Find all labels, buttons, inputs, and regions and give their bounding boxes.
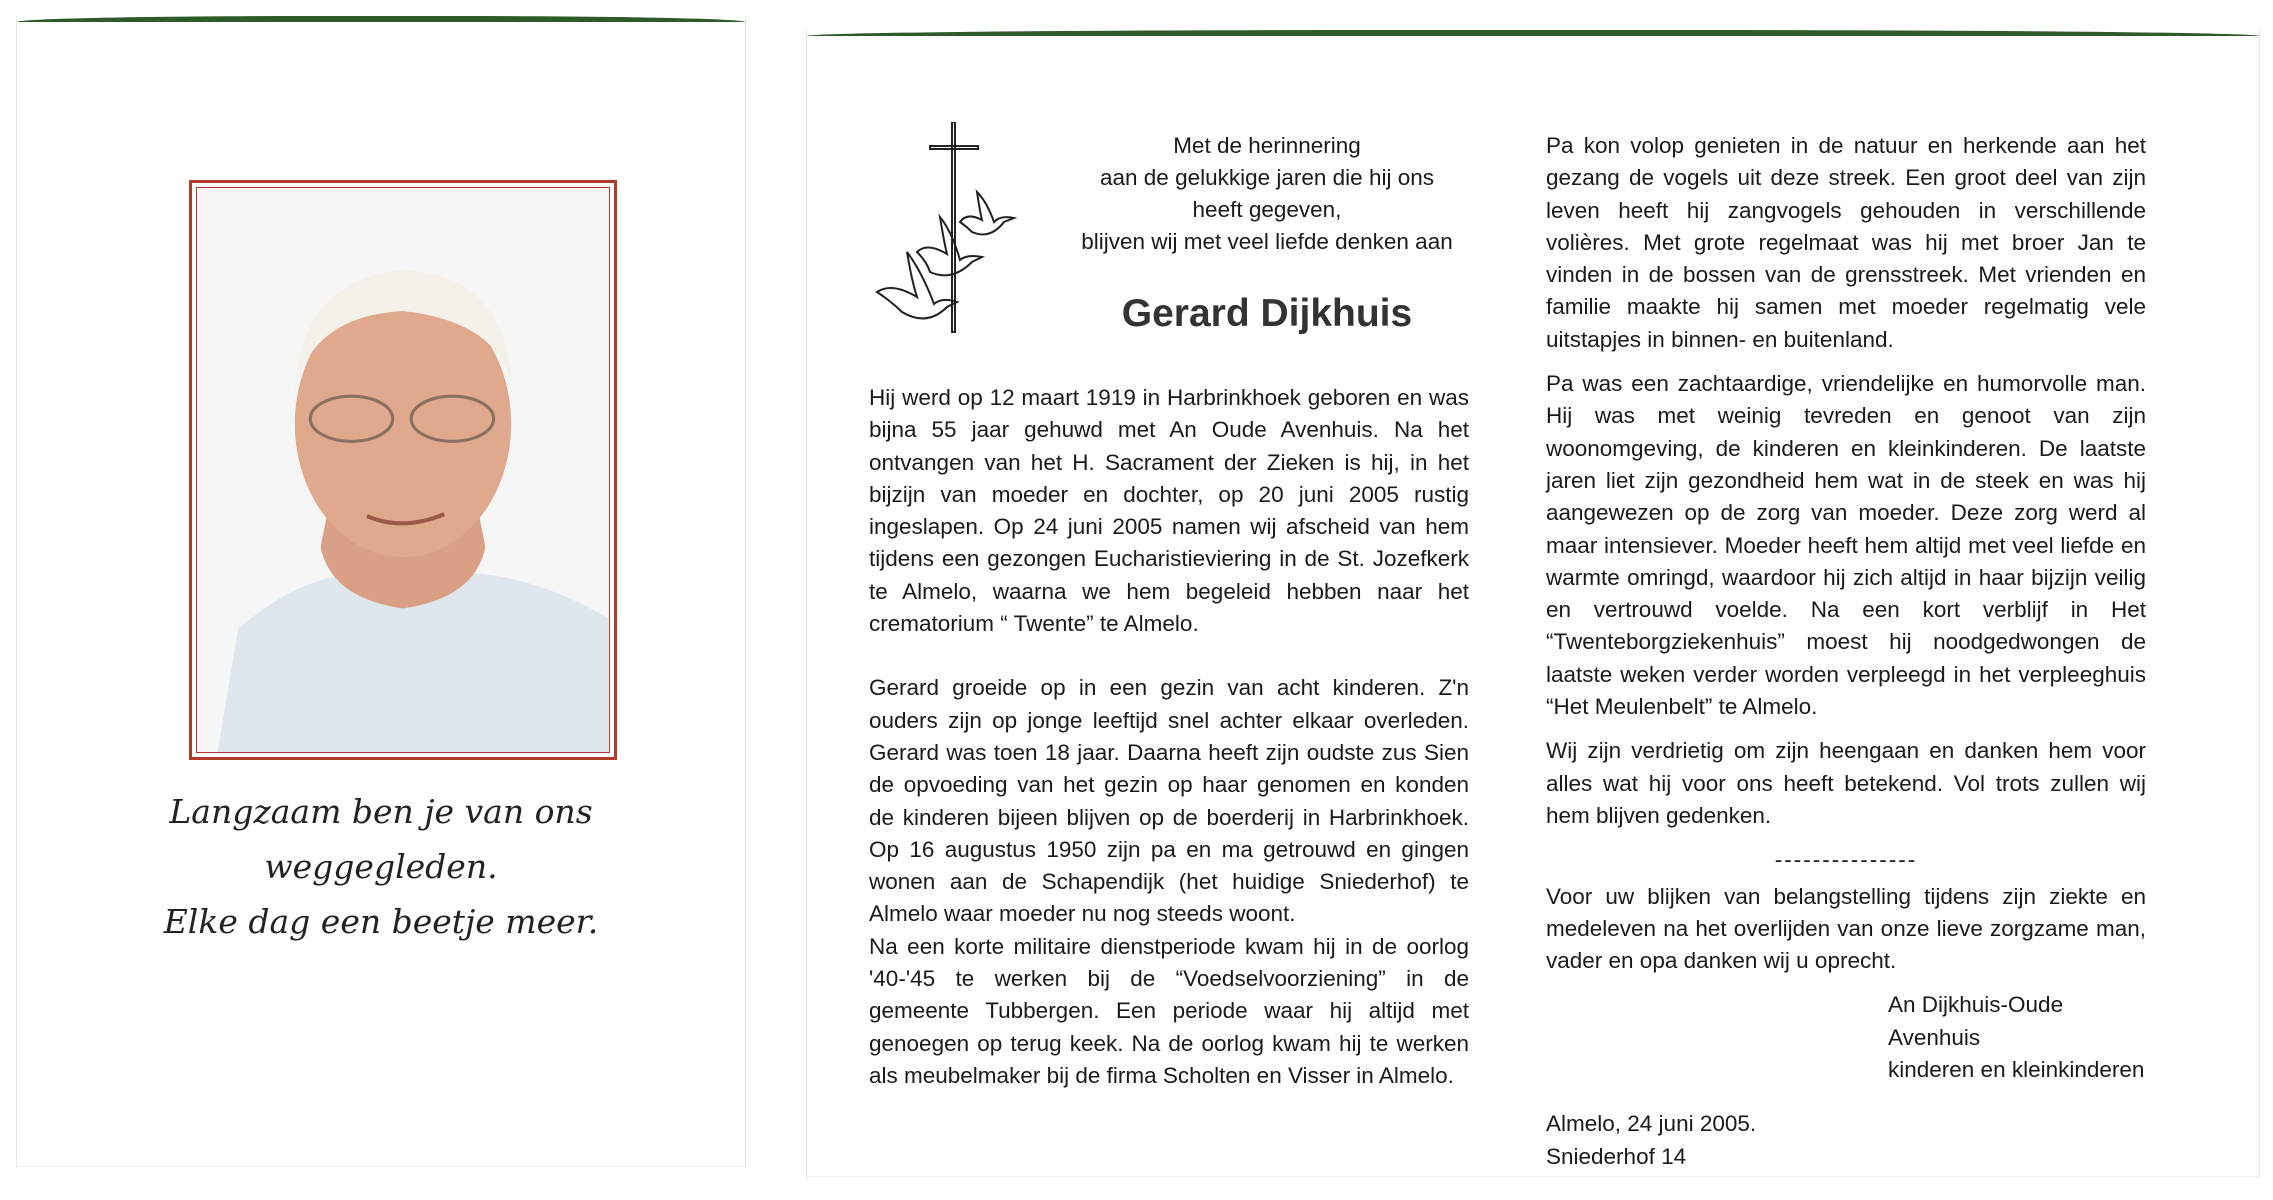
card-edge <box>807 30 2259 36</box>
signature <box>1888 989 2146 1086</box>
quote-line: weggegleden. <box>264 847 498 886</box>
quote-line: Elke dag een beetje meer. <box>163 902 599 941</box>
memorial-quote <box>17 784 745 949</box>
memorial-card-front <box>16 16 746 1167</box>
deceased-name: Gerard Dijkhuis <box>1121 292 1413 335</box>
signature-line: kinderen en kleinkinderen <box>1888 1057 2145 1083</box>
paragraph: Gerard groeide op in een gezin van acht kinderen. Z'n ouders zijn op jonge leeftijd snel achter elkaar overleden. Gerard was toen 18 jaar. Daarna heeft zijn oudste zus Sien de opvoeding van het gezin op haar genomen en konden de kinderen bijeen blijven op de boerderij in Harbrinkhoek. Op 16 augustus 1950 zijn pa en ma getrouwd en gingen wonen aan de Schapendijk (het huidige Sniederhof) te Almelo waar moeder nu nog steeds woont. <box>869 675 1469 927</box>
portrait-photo <box>197 188 609 752</box>
paragraph: Pa was een zachtaardige, vriendelijke en humorvolle man. Hij was met weinig tevreden en genoot van zijn woonomgeving, de kinderen en kleinkinderen. De laatste jaren liet zijn gezondheid hem wat in de steek en was hij aangewezen op de zorg van moeder. Deze zorg werd al maar intensiever. Moeder heeft hem altijd met veel liefde en warmte omringd, waardoor hij zich altijd in haar bijzijn veilig en vertrouwd voelde. Na een kort verblijf in Het “Twenteborgziekenhuis” moest hij noodgedwongen de laatste weken verder worden verpleegd in het verpleeghuis “Het Meulenbelt” te Almelo. <box>1546 371 2146 720</box>
paragraph: Hij werd op 12 maart 1919 in Harbrinkhoek geboren en was bijna 55 jaar gehuwd met An Oude Avenhuis. Na het ontvangen van het H. Sacrament der Zieken is hij, in het bijzijn van moeder en dochter, op 20 juni 2005 rustig ingeslapen. Op 24 juni 2005 namen wij afscheid van hem tijdens een gezongen Eucharistieviering in de St. Jozefkerk te Almelo, waarna we hem begeleid hebben naar het crematorium “ Twente” te Almelo. <box>869 385 1469 637</box>
biography-column-2 <box>1546 130 2146 1173</box>
portrait-frame <box>189 180 617 760</box>
intro-line: heeft gegeven, <box>1192 197 1342 222</box>
thanks-paragraph: Voor uw blijken van belangstelling tijdens zijn ziekte en medeleven na het overlijden van onze lieve zorgzame man, vader en opa danken wij u oprecht. <box>1546 883 2146 974</box>
memorial-card-inside <box>806 30 2260 1177</box>
intro-line: Met de herinnering <box>1173 133 1361 158</box>
place-date: Almelo, 24 juni 2005. <box>1546 1111 1757 1137</box>
paragraph: Wij zijn verdrietig om zijn heengaan en danken hem voor alles wat hij voor ons heeft betekend. Vol trots zullen wij hem blijven gedenken. <box>1546 738 2146 828</box>
intro-line: blijven wij met veel liefde denken aan <box>1081 229 1453 254</box>
quote-line: Langzaam ben je van ons <box>169 792 593 831</box>
biography-column-1 <box>869 382 1469 1122</box>
address: Sniederhof 14 <box>1546 1143 1687 1169</box>
intro-text <box>1017 130 1517 258</box>
paragraph: Na een korte militaire dienstperiode kwam hij in de oorlog '40-'45 te werken bij de “Voedselvoorziening” in de gemeente Tubbergen. Een periode waar hij altijd met genoegen op terug keek. Na de oorlog kwam hij te werken als meubelmaker bij de firma Scholten en Visser in Almelo. <box>869 933 1469 1088</box>
cross-with-doves-icon <box>872 122 1022 342</box>
intro-line: aan de gelukkige jaren die hij ons <box>1100 165 1434 190</box>
paragraph: Pa kon volop genieten in de natuur en herkende aan het gezang de vogels uit deze streek. Een groot deel van zijn leven heeft hij zangvogels gehouden in verschillende volières. Met grote regelmaat was hij met broer Jan te vinden in de bossen van de grensstreek. Met vrienden en familie maakte hij samen met moeder regelmatig vele uitstapjes in binnen- en buitenland. <box>1546 133 2146 352</box>
separator: --------------- <box>1774 847 1918 873</box>
signature-line: An Dijkhuis-Oude Avenhuis <box>1888 992 2064 1050</box>
card-edge <box>17 16 745 22</box>
